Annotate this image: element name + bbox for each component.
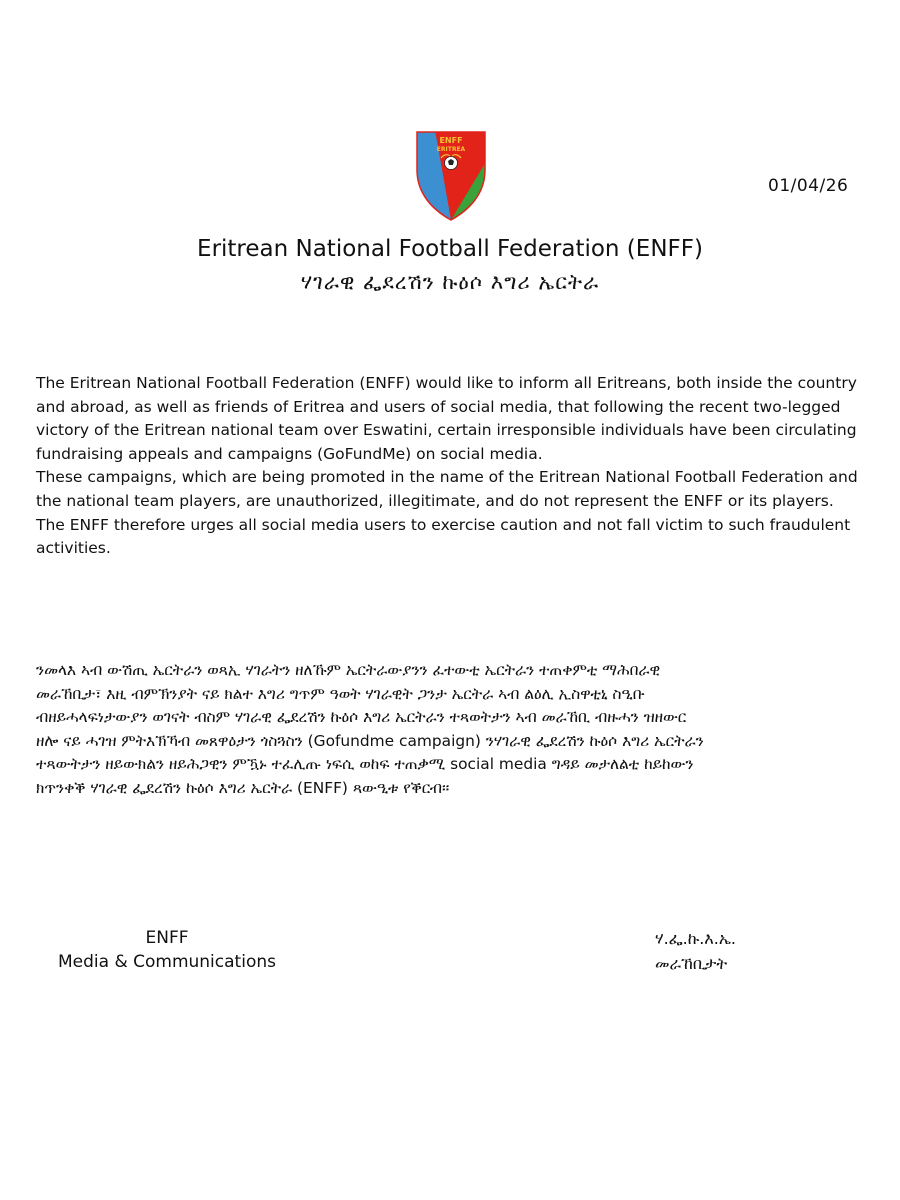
notice-tigrinya-line: ተጻውትታን ዘይውክልን ዘይሕጋዊን ምዃኑ ተፈሊጡ ነፍሲ ወከፍ ተጠቃሚ social media ግዳይ መታለልቲ ከይከውን xyxy=(36,755,694,774)
notice-tigrinya-line: መራኸቢታ፣ እዚ ብምኽንያት ናይ ክልተ እግሪ ግጥም ዓወት ሃገራዊት ጋንታ ኤርትራ ኣብ ልዕሊ ኢስዋቲኒ ስዒቡ xyxy=(36,684,645,703)
signature-department-ti: መራኸቢታት xyxy=(655,954,728,973)
notice-english-line: The Eritrean National Football Federation (ENFF) would like to inform all Eritreans, both inside the country xyxy=(36,374,857,392)
document-date: 01/04/26 xyxy=(768,176,849,196)
notice-english-line: the national team players, are unauthorized, illegitimate, and do not represent the ENFF or its players. xyxy=(36,491,834,510)
notice-english-line: and abroad, as well as friends of Eritrea and users of social media, that following the recent two-legged xyxy=(36,397,841,416)
notice-tigrinya-line: ክጥንቀቕ ሃገራዊ ፌደረሽን ኩዕሶ እግሪ ኤርትራ (ENFF) ጻውዒቱ የቕርብ፡፡ xyxy=(36,778,450,797)
signature-org: ENFF xyxy=(145,928,189,948)
notice-english-line: The ENFF therefore urges all social media users to exercise caution and not fall victim to such fraudulent xyxy=(36,515,851,534)
crest-text-top: ENFF xyxy=(439,136,463,145)
signature-department: Media & Communications xyxy=(58,952,276,972)
signature-org-abbrev: ሃ.ፌ.ኩ.እ.ኤ. xyxy=(655,929,737,948)
enff-crest-logo xyxy=(415,130,487,222)
notice-tigrinya-line: ብዘይሓላፍነታውያን ወገናት ብስም ሃገራዊ ፌደረሽን ኩዕሶ እግሪ ኤርትራን ተጻወትታን ኣብ መራኸቢ ብዙሓን ዝዘውር xyxy=(36,708,687,727)
notice-english-line: fundraising appeals and campaigns (GoFundMe) on social media. xyxy=(36,444,543,463)
notice-english-line: These campaigns, which are being promoted in the name of the Eritrean National Football Federation and xyxy=(36,468,858,487)
signature-english xyxy=(58,926,276,974)
title-tigrinya: ሃገራዊ ፌደረሽን ኩዕሶ እግሪ ኤርትራ xyxy=(300,270,600,294)
notice-english-line: victory of the Eritrean national team over Eswatini, certain irresponsible individuals have been circulating xyxy=(36,421,857,440)
notice-english xyxy=(36,372,876,561)
title-english: Eritrean National Football Federation (ENFF) xyxy=(197,236,703,262)
crest-text-bottom: ERITREA xyxy=(436,146,466,153)
notice-tigrinya xyxy=(36,659,876,801)
notice-tigrinya-line: ንመላእ ኣብ ውሽጢ ኤርትራን ወጻኢ ሃገራትን ዘለኹም ኤርትራውያንን ፈተውቲ ኤርትራን ተጠቀምቲ ማሕበራዊ xyxy=(36,661,661,679)
notice-tigrinya-line: ዘሎ ናይ ሓገዝ ምትእኽኻብ መጸዋዕታን ጎስጓስን (Gofundme campaign) ንሃገራዊ ፌደረሽን ኩዕሶ እግሪ ኤርትራን xyxy=(36,731,704,750)
signature-tigrinya xyxy=(655,926,736,976)
notice-english-line: activities. xyxy=(36,539,111,558)
